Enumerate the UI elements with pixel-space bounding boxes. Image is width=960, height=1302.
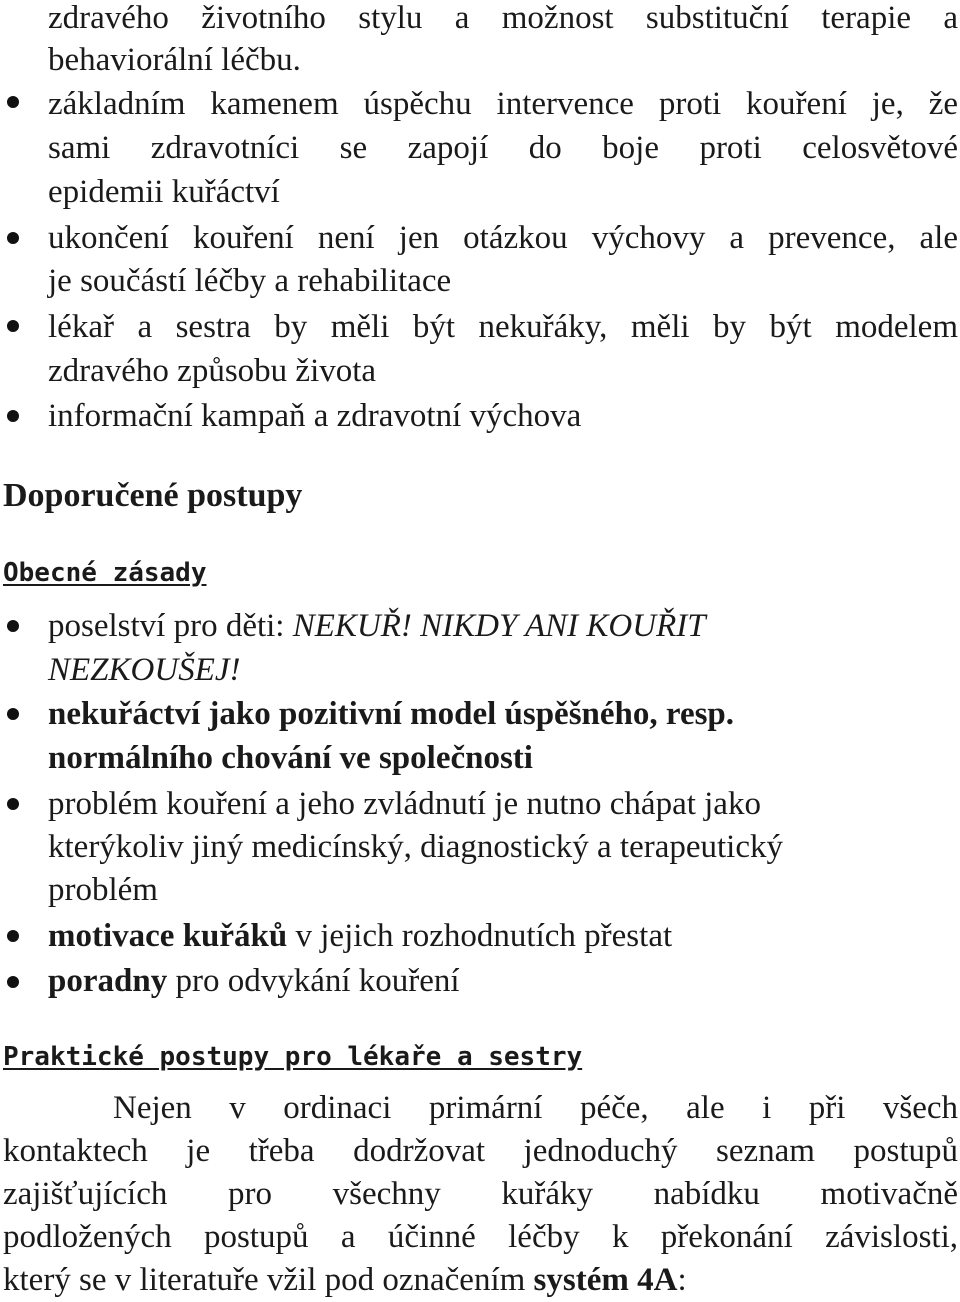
bullet-icon bbox=[7, 320, 19, 332]
paragraph-line-5-text: který se v literatuře vžil pod označením bbox=[3, 1262, 534, 1298]
paragraph-line-3: zajišťujících pro všechny kuřáky nabídku motivačně bbox=[3, 1176, 958, 1212]
paragraph-line-5 bbox=[3, 1258, 687, 1302]
intro-line-2: behaviorální léčbu. bbox=[48, 42, 301, 78]
bullet-3-line-2: zdravého způsobu života bbox=[48, 353, 377, 389]
general-bullet-3-line-3: problém bbox=[48, 872, 158, 908]
general-bullet-5 bbox=[48, 959, 460, 1003]
bullet-1-line-3: epidemii kuřáctví bbox=[48, 174, 280, 210]
general-bullet-3-line-2: kterýkoliv jiný medicínský, diagnostický a terapeutický bbox=[48, 829, 783, 865]
bullet-icon bbox=[7, 96, 19, 108]
general-bullet-2-line-2: normálního chování ve společnosti bbox=[48, 740, 533, 776]
bullet-icon bbox=[7, 410, 19, 422]
general-bullet-4-rest: v jejich rozhodnutích přestat bbox=[287, 918, 673, 954]
general-bullet-1-line-2: NEZKOUŠEJ! bbox=[48, 652, 241, 688]
bullet-icon bbox=[7, 798, 19, 810]
general-bullet-1-prefix: poselství pro děti: bbox=[48, 608, 293, 644]
paragraph-line-5-end: : bbox=[677, 1262, 687, 1298]
intro-line-1: zdravého životního stylu a možnost substituční terapie a bbox=[48, 0, 958, 36]
subheading-practical: Praktické postupy pro lékaře a sestry bbox=[3, 1042, 583, 1072]
bullet-icon bbox=[7, 620, 19, 632]
paragraph-line-4: podložených postupů a účinné léčby k překonání závislosti, bbox=[3, 1219, 958, 1255]
bullet-1-line-1: základním kamenem úspěchu intervence proti kouření je, že bbox=[48, 86, 958, 122]
bullet-icon bbox=[7, 930, 19, 942]
bullet-2-line-1: ukončení kouření není jen otázkou výchovy a prevence, ale bbox=[48, 220, 958, 256]
bullet-4-line-1: informační kampaň a zdravotní výchova bbox=[48, 398, 582, 434]
general-bullet-4-bold: motivace kuřáků bbox=[48, 918, 288, 954]
bullet-3-line-1: lékař a sestra by měli být nekuřáky, měli by být modelem bbox=[48, 309, 958, 345]
general-bullet-5-rest: pro odvykání kouření bbox=[167, 963, 460, 999]
paragraph-line-2: kontaktech je třeba dodržovat jednoduchý seznam postupů bbox=[3, 1133, 958, 1169]
bullet-2-line-2: je součástí léčby a rehabilitace bbox=[48, 263, 452, 299]
general-bullet-2-line-1: nekuřáctví jako pozitivní model úspěšného, resp. bbox=[48, 696, 735, 732]
subheading-general: Obecné zásady bbox=[3, 558, 207, 588]
section-heading: Doporučené postupy bbox=[3, 477, 303, 514]
bullet-icon bbox=[7, 232, 19, 244]
bullet-icon bbox=[7, 708, 19, 720]
general-bullet-4 bbox=[48, 914, 672, 958]
system-4a-term: systém 4A bbox=[533, 1262, 678, 1298]
general-bullet-1-line-1 bbox=[48, 604, 706, 648]
bullet-icon bbox=[7, 976, 19, 988]
general-bullet-1-slogan: NEKUŘ! NIKDY ANI KOUŘIT bbox=[292, 608, 706, 644]
bullet-1-line-2: sami zdravotníci se zapojí do boje proti celosvětové bbox=[48, 130, 958, 166]
paragraph-line-1: Nejen v ordinaci primární péče, ale i při všech bbox=[113, 1090, 958, 1126]
general-bullet-5-bold: poradny bbox=[48, 963, 168, 999]
general-bullet-3-line-1: problém kouření a jeho zvládnutí je nutno chápat jako bbox=[48, 786, 761, 822]
